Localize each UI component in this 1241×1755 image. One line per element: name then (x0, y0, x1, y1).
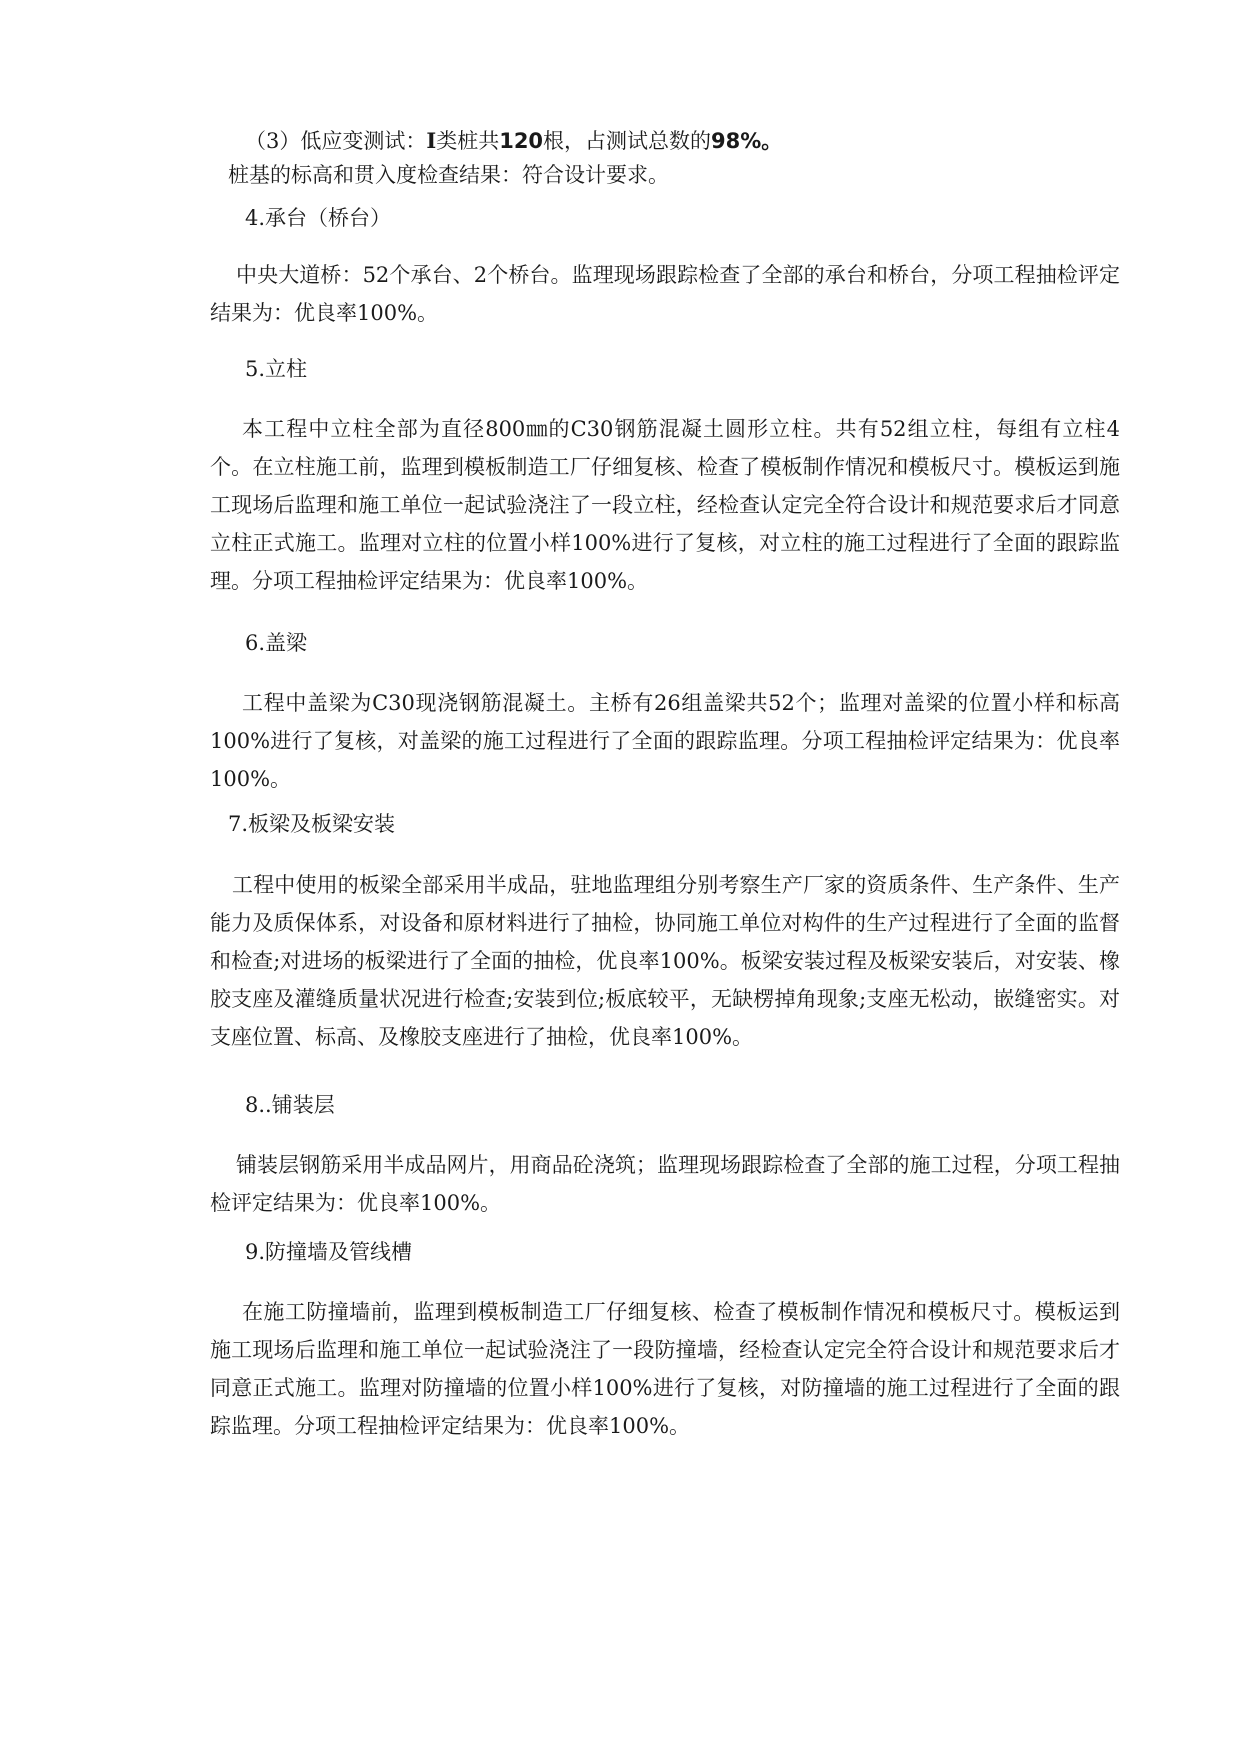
section-heading-8: 8..铺装层 (245, 1093, 335, 1117)
intro-pct: 98%。 (711, 129, 783, 153)
section-body-7 (210, 866, 1120, 1056)
section-body-8 (210, 1146, 1120, 1222)
section-body-4 (210, 256, 1120, 332)
section-body-6 (210, 684, 1120, 798)
section-heading-7: 7.板梁及板梁安装 (228, 812, 396, 836)
section-body-4-text: 中央大道桥：52个承台、2个桥台。监理现场跟踪检查了全部的承台和桥台，分项工程抽检评定结果为：优良率100%。 (210, 263, 1120, 325)
intro-roman: Ⅰ (426, 128, 437, 153)
intro-mid: 类桩共 (436, 129, 500, 153)
section-body-6-text: 工程中盖梁为C30现浇钢筋混凝土。主桥有26组盖梁共52个；监理对盖梁的位置小样和标高100%进行了复核，对盖梁的施工过程进行了全面的跟踪监理。分项工程抽检评定结果为：优良率100%。 (210, 691, 1120, 791)
section-heading-4: 4.承台（桥台） (245, 206, 392, 230)
section-body-5 (210, 410, 1120, 600)
intro-prefix: （3）低应变测试： (245, 129, 427, 153)
intro-line-1 (245, 126, 782, 156)
section-body-9 (210, 1293, 1120, 1445)
section-heading-6: 6.盖梁 (245, 631, 308, 655)
intro-line-2: 桩基的标高和贯入度检查结果：符合设计要求。 (228, 163, 669, 187)
section-body-9-text: 在施工防撞墙前，监理到模板制造工厂仔细复核、检查了模板制作情况和模板尺寸。模板运到施工现场后监理和施工单位一起试验浇注了一段防撞墙，经检查认定完全符合设计和规范要求后才同意正式施工。监理对防撞墙的位置小样100%进行了复核，对防撞墙的施工过程进行了全面的跟踪监理。分项工程抽检评定结果为：优良率100%。 (210, 1300, 1120, 1438)
section-heading-9: 9.防撞墙及管线槽 (245, 1240, 413, 1264)
section-body-8-text: 铺装层钢筋采用半成品网片，用商品砼浇筑；监理现场跟踪检查了全部的施工过程，分项工程抽检评定结果为：优良率100%。 (210, 1153, 1120, 1215)
section-body-5-text: 本工程中立柱全部为直径800㎜的C30钢筋混凝土圆形立柱。共有52组立柱，每组有立柱4个。在立柱施工前，监理到模板制造工厂仔细复核、检查了模板制作情况和模板尺寸。模板运到施工现场后监理和施工单位一起试验浇注了一段立柱，经检查认定完全符合设计和规范要求后才同意立柱正式施工。监理对立柱的位置小样100%进行了复核，对立柱的施工过程进行了全面的跟踪监理。分项工程抽检评定结果为：优良率100%。 (210, 417, 1120, 593)
section-body-7-text: 工程中使用的板梁全部采用半成品，驻地监理组分别考察生产厂家的资质条件、生产条件、生产能力及质保体系，对设备和原材料进行了抽检，协同施工单位对构件的生产过程进行了全面的监督和检查;对进场的板梁进行了全面的抽检，优良率100%。板梁安装过程及板梁安装后，对安装、橡胶支座及灌缝质量状况进行检查;安装到位;板底较平，无缺楞掉角现象;支座无松动，嵌缝密实。对支座位置、标高、及橡胶支座进行了抽检，优良率100%。 (210, 873, 1120, 1049)
section-heading-5: 5.立柱 (245, 357, 308, 381)
intro-mid2: 根，占测试总数的 (543, 129, 712, 153)
intro-count: 120 (499, 129, 544, 153)
